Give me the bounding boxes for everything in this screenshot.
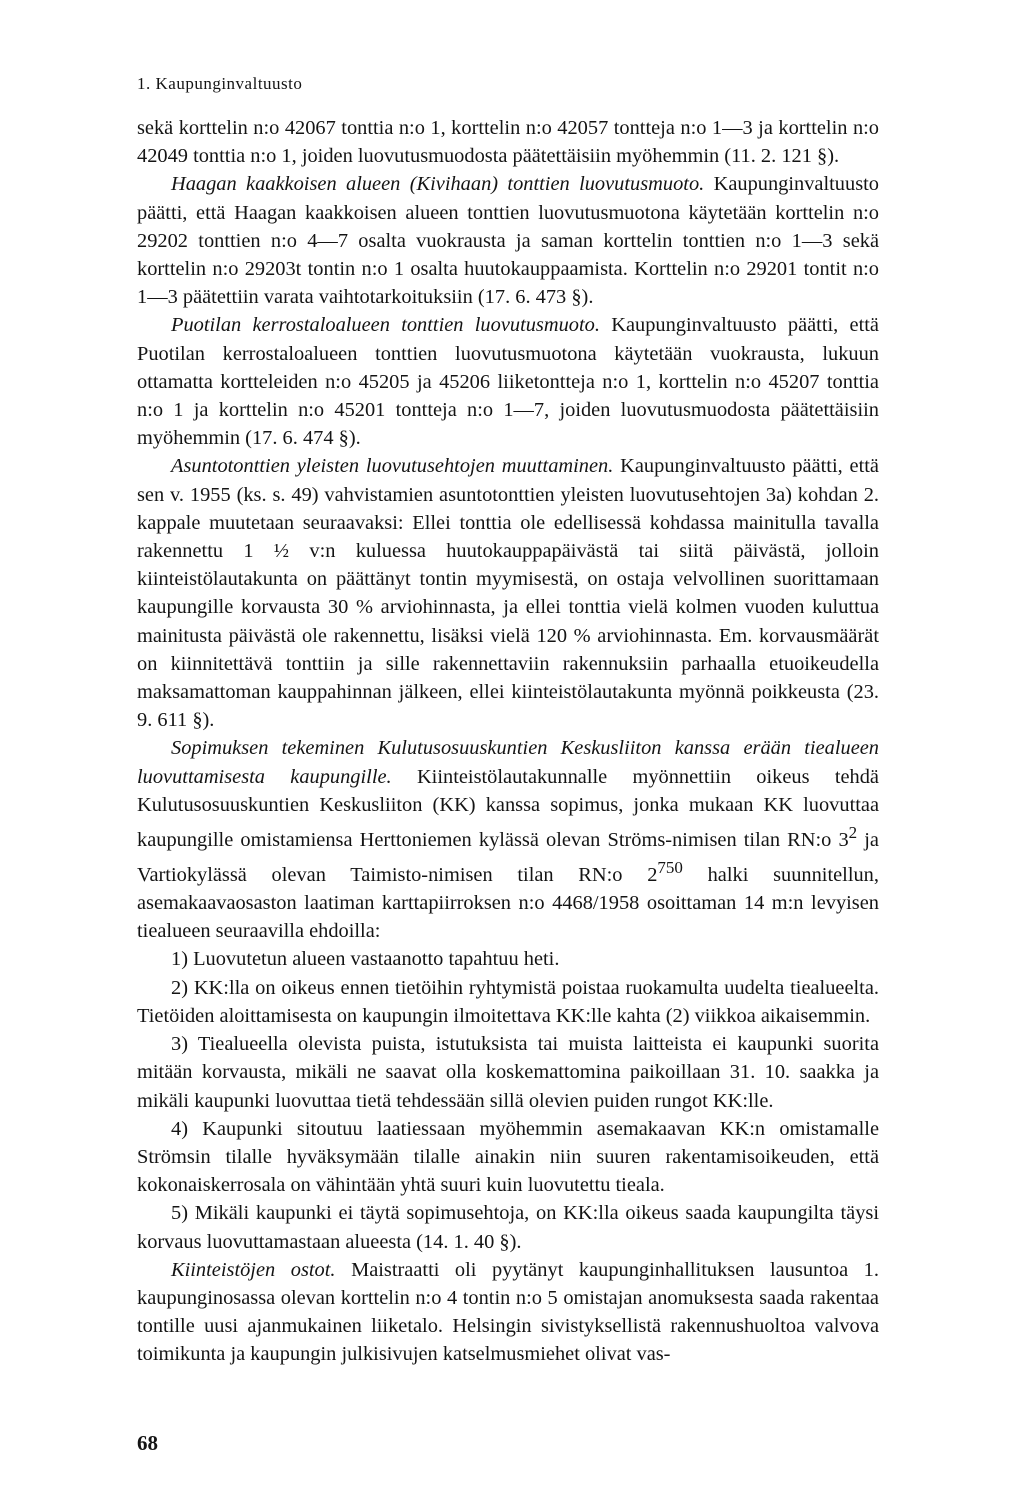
paragraph-sopimus bbox=[137, 734, 879, 945]
text-puotila: Kaupunginvaltuusto päätti, että Puotilan kerrostaloalueen tonttien luovutusmuotona käytetään vuokrausta, lukuun ottamatta kortteleiden n:o 45205 ja 45206 liiketontteja n:o 1, korttelin n:o 45207 tonttia n:o 1 ja korttelin n:o 45201 tontteja n:o 1—7, joiden luovutusmuodosta päätettäisiin myöhemmin (17. 6. 474 §). bbox=[137, 314, 879, 450]
text-kiinteistot: Maistraatti oli pyytänyt kaupunginhallituksen lausuntoa 1. kaupunginosassa olevan korttelin n:o 4 tontin n:o 5 omistajan anomuksesta saada rakentaa tontille uusi ajanmukainen liiketalo. Helsingin sivistyksellistä rakennushuoltoa valvova toimikunta ja kaupungin julkisivujen katselmusmiehet olivat vas- bbox=[137, 1258, 879, 1366]
condition-4: 4) Kaupunki sitoutuu laatiessaan myöhemmin asemakaavan KK:n omistamalle Strömsin tilalle hyväksymään tilalle ainakin niin suuren rakentamisoikeuden, että kokonaiskerrosala on vähintään yhtä suuri kuin luovutettu tieala. bbox=[137, 1117, 879, 1197]
condition-3: 3) Tiealueella olevista puista, istutuksista tai muista laitteista ei kaupunki suorita mitään korvausta, mikäli ne saavat olla koskemattomina paikoillaan 31. 10. saakka ja mikäli kaupunki luovuttaa tietä tehdessään sillä olevien puiden rungot KK:lle. bbox=[137, 1033, 879, 1112]
paragraph-kiinteistot bbox=[137, 1256, 879, 1369]
condition-5: 5) Mikäli kaupunki ei täytä sopimusehtoja, on KK:lla oikeus saada kaupungilta täysi korvaus luovuttamastaan alueesta (14. 1. 40 §). bbox=[137, 1202, 879, 1253]
paragraph-haaga bbox=[137, 170, 879, 311]
text-sopimus-b: ja Vartiokylässä olevan Taimisto-nimisen tilan RN:o 2 bbox=[137, 828, 879, 886]
paragraph-continuation: sekä korttelin n:o 42067 tonttia n:o 1, korttelin n:o 42057 tontteja n:o 1—3 ja korttelin n:o 42049 tonttia n:o 1, joiden luovutusmuodosta päätettäisiin myöhemmin (11. 2. 121 §). bbox=[137, 117, 879, 168]
paragraph-asuntotontit bbox=[137, 452, 879, 734]
text-asuntotontit: Kaupunginvaltuusto päätti, että sen v. 1955 (ks. s. 49) vahvistamien asuntotonttien yleisten luovutusehtojen 3a) kohdan 2. kappale muutetaan seuraavaksi: Ellei tonttia ole edellisessä kohdassa mainitulla tavalla rakennettu 1 ½ v:n kuluessa huutokauppapäivästä tai siitä päivästä, jolloin kiinteistölautakunta on päättänyt tontin myymisestä, on ostaja velvollinen suorittamaan kaupungille korvausta 30 % arviohinnasta, ja ellei tonttia vielä kolmen vuoden kuluttua mainitusta päivästä ole rakennettu, lisäksi vielä 120 % arviohinnasta. Em. korvausmäärät on kiinnitettävä tonttiin ja sille rakennettaviin rakennuksiin parhaalla etuoikeudella maksamattoman kauppahinnan jälkeen, ellei kiinteistölautakunta myönnä poikkeusta (23. 9. 611 §). bbox=[137, 455, 879, 732]
text-haaga: Kaupunginvaltuusto päätti, että Haagan kaakkoisen alueen tonttien luovutusmuotona käytetään korttelin n:o 29202 tonttien n:o 4—7 osalta vuokrausta ja saman korttelin tonttien n:o 1—3 sekä korttelin n:o 29203t tontin n:o 1 osalta huutokauppaamista. Korttelin n:o 29201 tontit n:o 1—3 päätettiin varata vaihtotarkoituksiin (17. 6. 473 §). bbox=[137, 173, 879, 309]
heading-haaga: Haagan kaakkoisen alueen (Kivihaan) tonttien luovutusmuoto. bbox=[171, 173, 705, 196]
paragraph-puotila bbox=[137, 311, 879, 452]
running-header: 1. Kaupunginvaltuusto bbox=[137, 74, 303, 93]
heading-sopimus: Sopimuksen tekeminen Kulutusosuuskuntien Keskusliiton kanssa erään tiealueen luovuttamisesta kaupungille. bbox=[137, 737, 879, 788]
condition-2: 2) KK:lla on oikeus ennen tietöihin ryhtymistä poistaa ruokamulta uudelta tiealueelta. Tietöiden aloittamisesta on kaupungin ilmoitettava KK:lle kahta (2) viikkoa aikaisemmin. bbox=[137, 976, 879, 1027]
heading-asuntotontit: Asuntotonttien yleisten luovutusehtojen muuttaminen. bbox=[171, 455, 614, 478]
page-text bbox=[137, 114, 879, 1369]
page-number: 68 bbox=[137, 1431, 158, 1455]
heading-kiinteistot: Kiinteistöjen ostot. bbox=[171, 1258, 336, 1281]
condition-1: 1) Luovutetun alueen vastaanotto tapahtuu heti. bbox=[171, 948, 560, 971]
superscript-2: 2 bbox=[848, 823, 858, 843]
superscript-750: 750 bbox=[657, 858, 683, 878]
text-sopimus-a: Kiinteistölautakunnalle myönnettiin oikeus tehdä Kulutusosuuskuntien Keskusliiton (KK) kanssa sopimus, jonka mukaan KK luovuttaa kaupungille omistamiensa Herttoniemen kylässä olevan Ströms-nimisen tilan RN:o 3 bbox=[137, 765, 879, 851]
text-sopimus-c: halki suunnitellun, asemakaavaosaston laatiman karttapiirroksen n:o 4468/1958 osoittaman 14 m:n levyisen tiealueen seuraavilla ehdoilla: bbox=[137, 863, 879, 943]
heading-puotila: Puotilan kerrostaloalueen tonttien luovutusmuoto. bbox=[171, 314, 600, 337]
